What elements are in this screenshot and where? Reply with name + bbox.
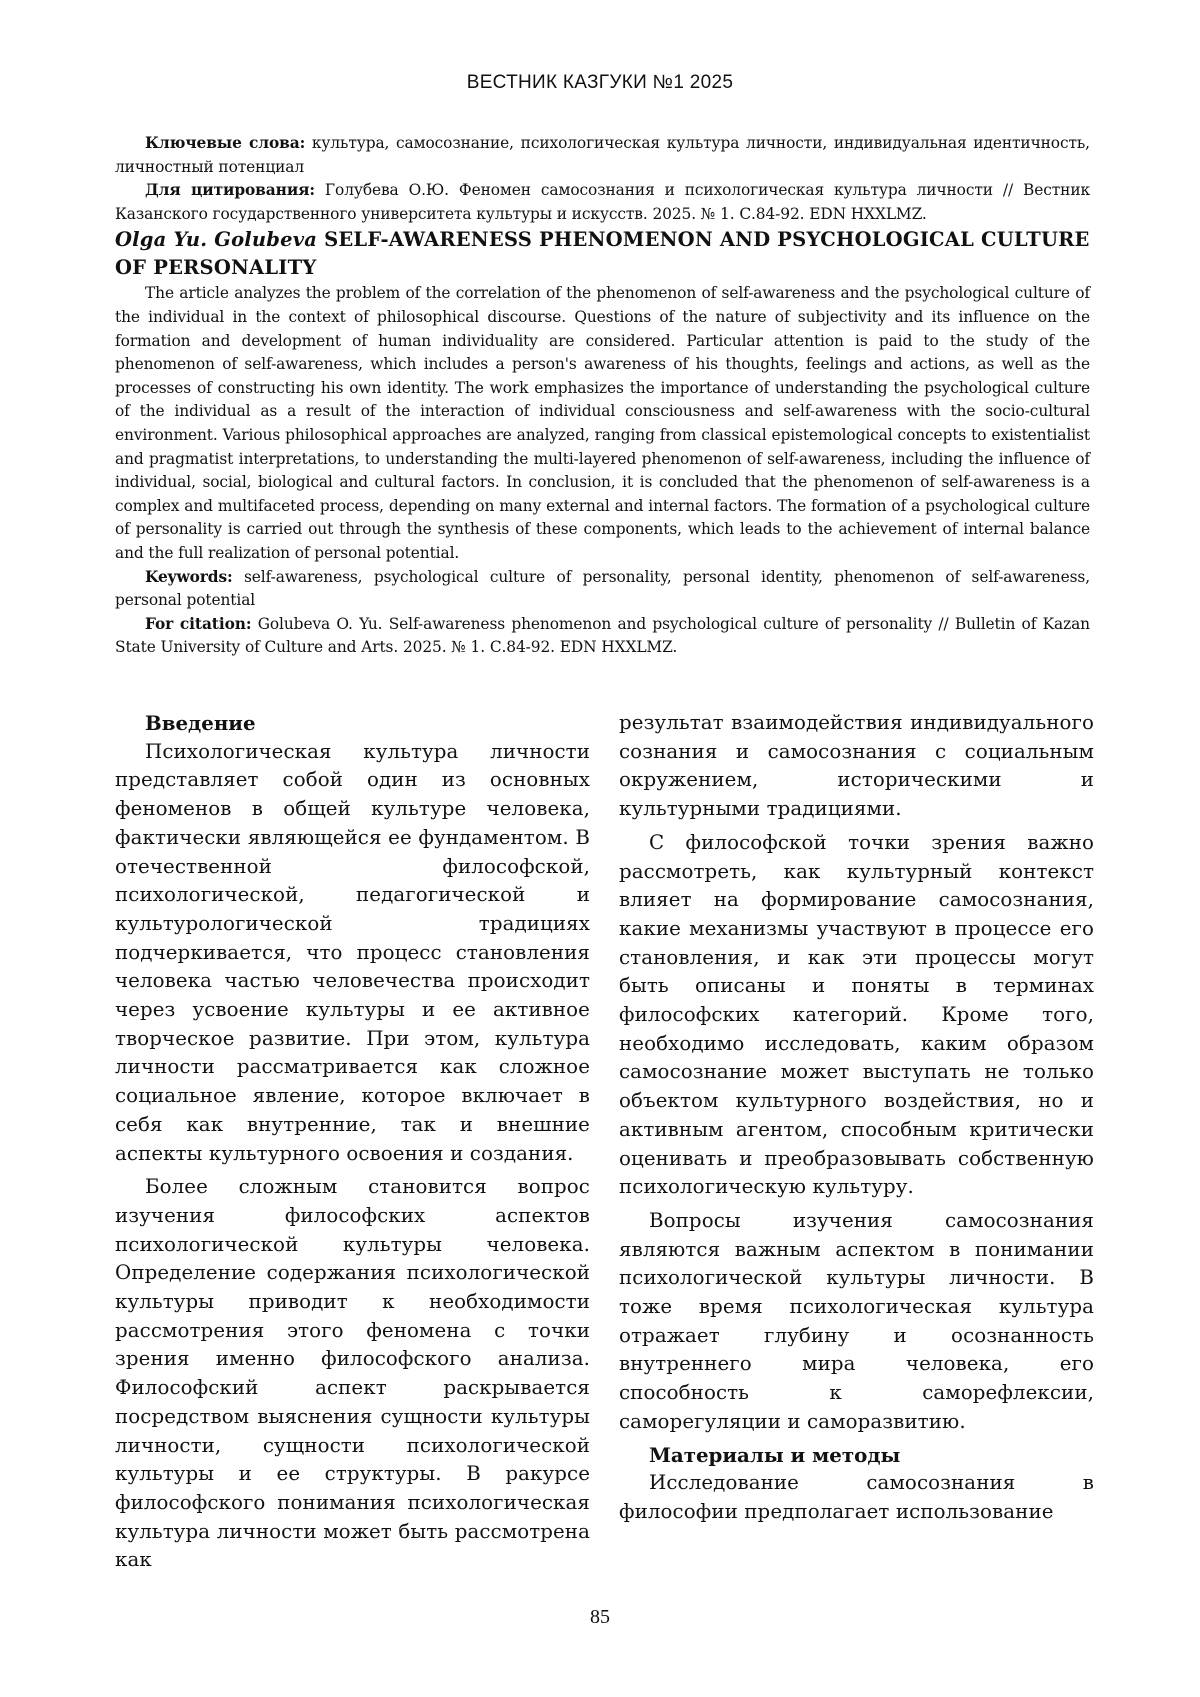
page-number: 85 xyxy=(590,1606,610,1628)
right-column xyxy=(619,709,1094,1527)
left-column xyxy=(115,709,590,1575)
author-name: Olga Yu. Golubeva xyxy=(115,228,318,252)
methods-heading: Материалы и методы xyxy=(649,1442,901,1467)
citation-en xyxy=(115,613,1090,660)
citation-en-label: For citation: xyxy=(145,614,252,633)
citation-ru xyxy=(115,179,1090,226)
running-head: ВЕСТНИК КАЗГУКИ №1 2025 xyxy=(466,72,734,93)
body-paragraph: результат взаимодействия индивидуального сознания и самосознания с социальным окружением, историческими и культурными традициями. xyxy=(619,711,1094,821)
body-paragraph: Исследование самосознания в философии предполагает использование xyxy=(619,1471,1094,1523)
body-paragraph: Психологическая культура личности представляет собой один из основных феноменов в общей культуре человека, фактически являющейся ее фундаментом. В отечественной философской, психологической, педагогической и культурологической традициях подчеркивается, что процесс становления человека частью человечества происходит через усвоение культуры и ее активное творческое развитие. При этом, культура личности рассматривается как сложное социальное явление, которое включает в себя как внутренние, так и внешние аспекты культурного освоения и создания. xyxy=(115,739,590,1165)
intro-heading: Введение xyxy=(145,711,256,735)
keywords-en xyxy=(115,566,1090,613)
keywords-ru-text: культура, самосознание, психологическая культура личности, индивидуальная идентичность, личностный потенциал xyxy=(115,134,1090,176)
body-paragraph: С философской точки зрения важно рассмотреть, как культурный контекст влияет на формирование самосознания, какие механизмы участвуют в процессе его становления, и как эти процессы могут быть описаны и поняты в терминах философских категорий. Кроме того, необходимо исследовать, каким образом самосознание может выступать не только объектом культурного воздействия, но и активным агентом, способным критически оценивать и преобразовывать собственную психологическую культуру. xyxy=(619,830,1094,1199)
abstract-en: The article analyzes the problem of the correlation of the phenomenon of self-awareness and the psychological culture of the individual in the context of philosophical discourse. Questions of the nature of subjectivity and its influence on the formation and development of human individuality are considered. Particular attention is paid to the study of the phenomenon of self-awareness, which includes a person's awareness of his thoughts, feelings and actions, as well as the processes of constructing his own identity. The work emphasizes the importance of understanding the psychological culture of the individual as a result of the interaction of individual consciousness and self-awareness with the socio-cultural environment. Various philosophical approaches are analyzed, ranging from classical epistemological concepts to existentialist and pragmatist interpretations, to understanding the multi-layered phenomenon of self-awareness, including the influence of individual, social, biological and cultural factors. In conclusion, it is concluded that the phenomenon of self-awareness is a complex and multifaceted process, depending on many external and internal factors. The formation of a psychological culture of personality is carried out through the synthesis of these components, which leads to the achievement of internal balance and the full realization of personal potential. xyxy=(115,284,1090,562)
keywords-en-label: Keywords: xyxy=(145,567,233,586)
article-title-en: SELF-AWARENESS PHENOMENON AND PSYCHOLOGICAL CULTURE OF PERSONALITY xyxy=(115,228,1090,280)
front-matter xyxy=(115,132,1090,660)
citation-ru-label: Для цитирования: xyxy=(145,181,315,200)
citation-ru-text: Голубева О.Ю. Феномен самосознания и психологическая культура личности // Вестник Казанского государственного университета культуры и искусств. 2025. № 1. С.84-92. EDN HXXLMZ. xyxy=(115,181,1090,223)
citation-en-text: Golubeva O. Yu. Self-awareness phenomenon and psychological culture of personality // Bulletin of Kazan State University of Culture and Arts. 2025. № 1. С.84-92. EDN HXXLMZ. xyxy=(115,614,1090,657)
keywords-ru-label: Ключевые слова: xyxy=(145,134,306,152)
body-paragraph: Вопросы изучения самосознания являются важным аспектом в понимании психологической культуры личности. В тоже время психологическая культура отражает глубину и осознанность внутреннего мира человека, его способность к саморефлексии, саморегуляции и саморазвитию. xyxy=(619,1208,1094,1433)
english-title xyxy=(115,226,1090,282)
body-paragraph: Более сложным становится вопрос изучения философских аспектов психологической культуры человека. Определение содержания психологической культуры приводит к необходимости рассмотрения этого феномена с точки зрения именно философского анализа. Философский аспект раскрывается посредством выяснения сущности культуры личности, сущности психологической культуры и ее структуры. В ракурсе философского понимания психологическая культура личности может быть рассмотрена как xyxy=(115,1175,590,1572)
keywords-en-text: self-awareness, psychological culture of personality, personal identity, phenomenon of self-awareness, personal potential xyxy=(115,567,1090,610)
keywords-ru xyxy=(115,132,1090,179)
